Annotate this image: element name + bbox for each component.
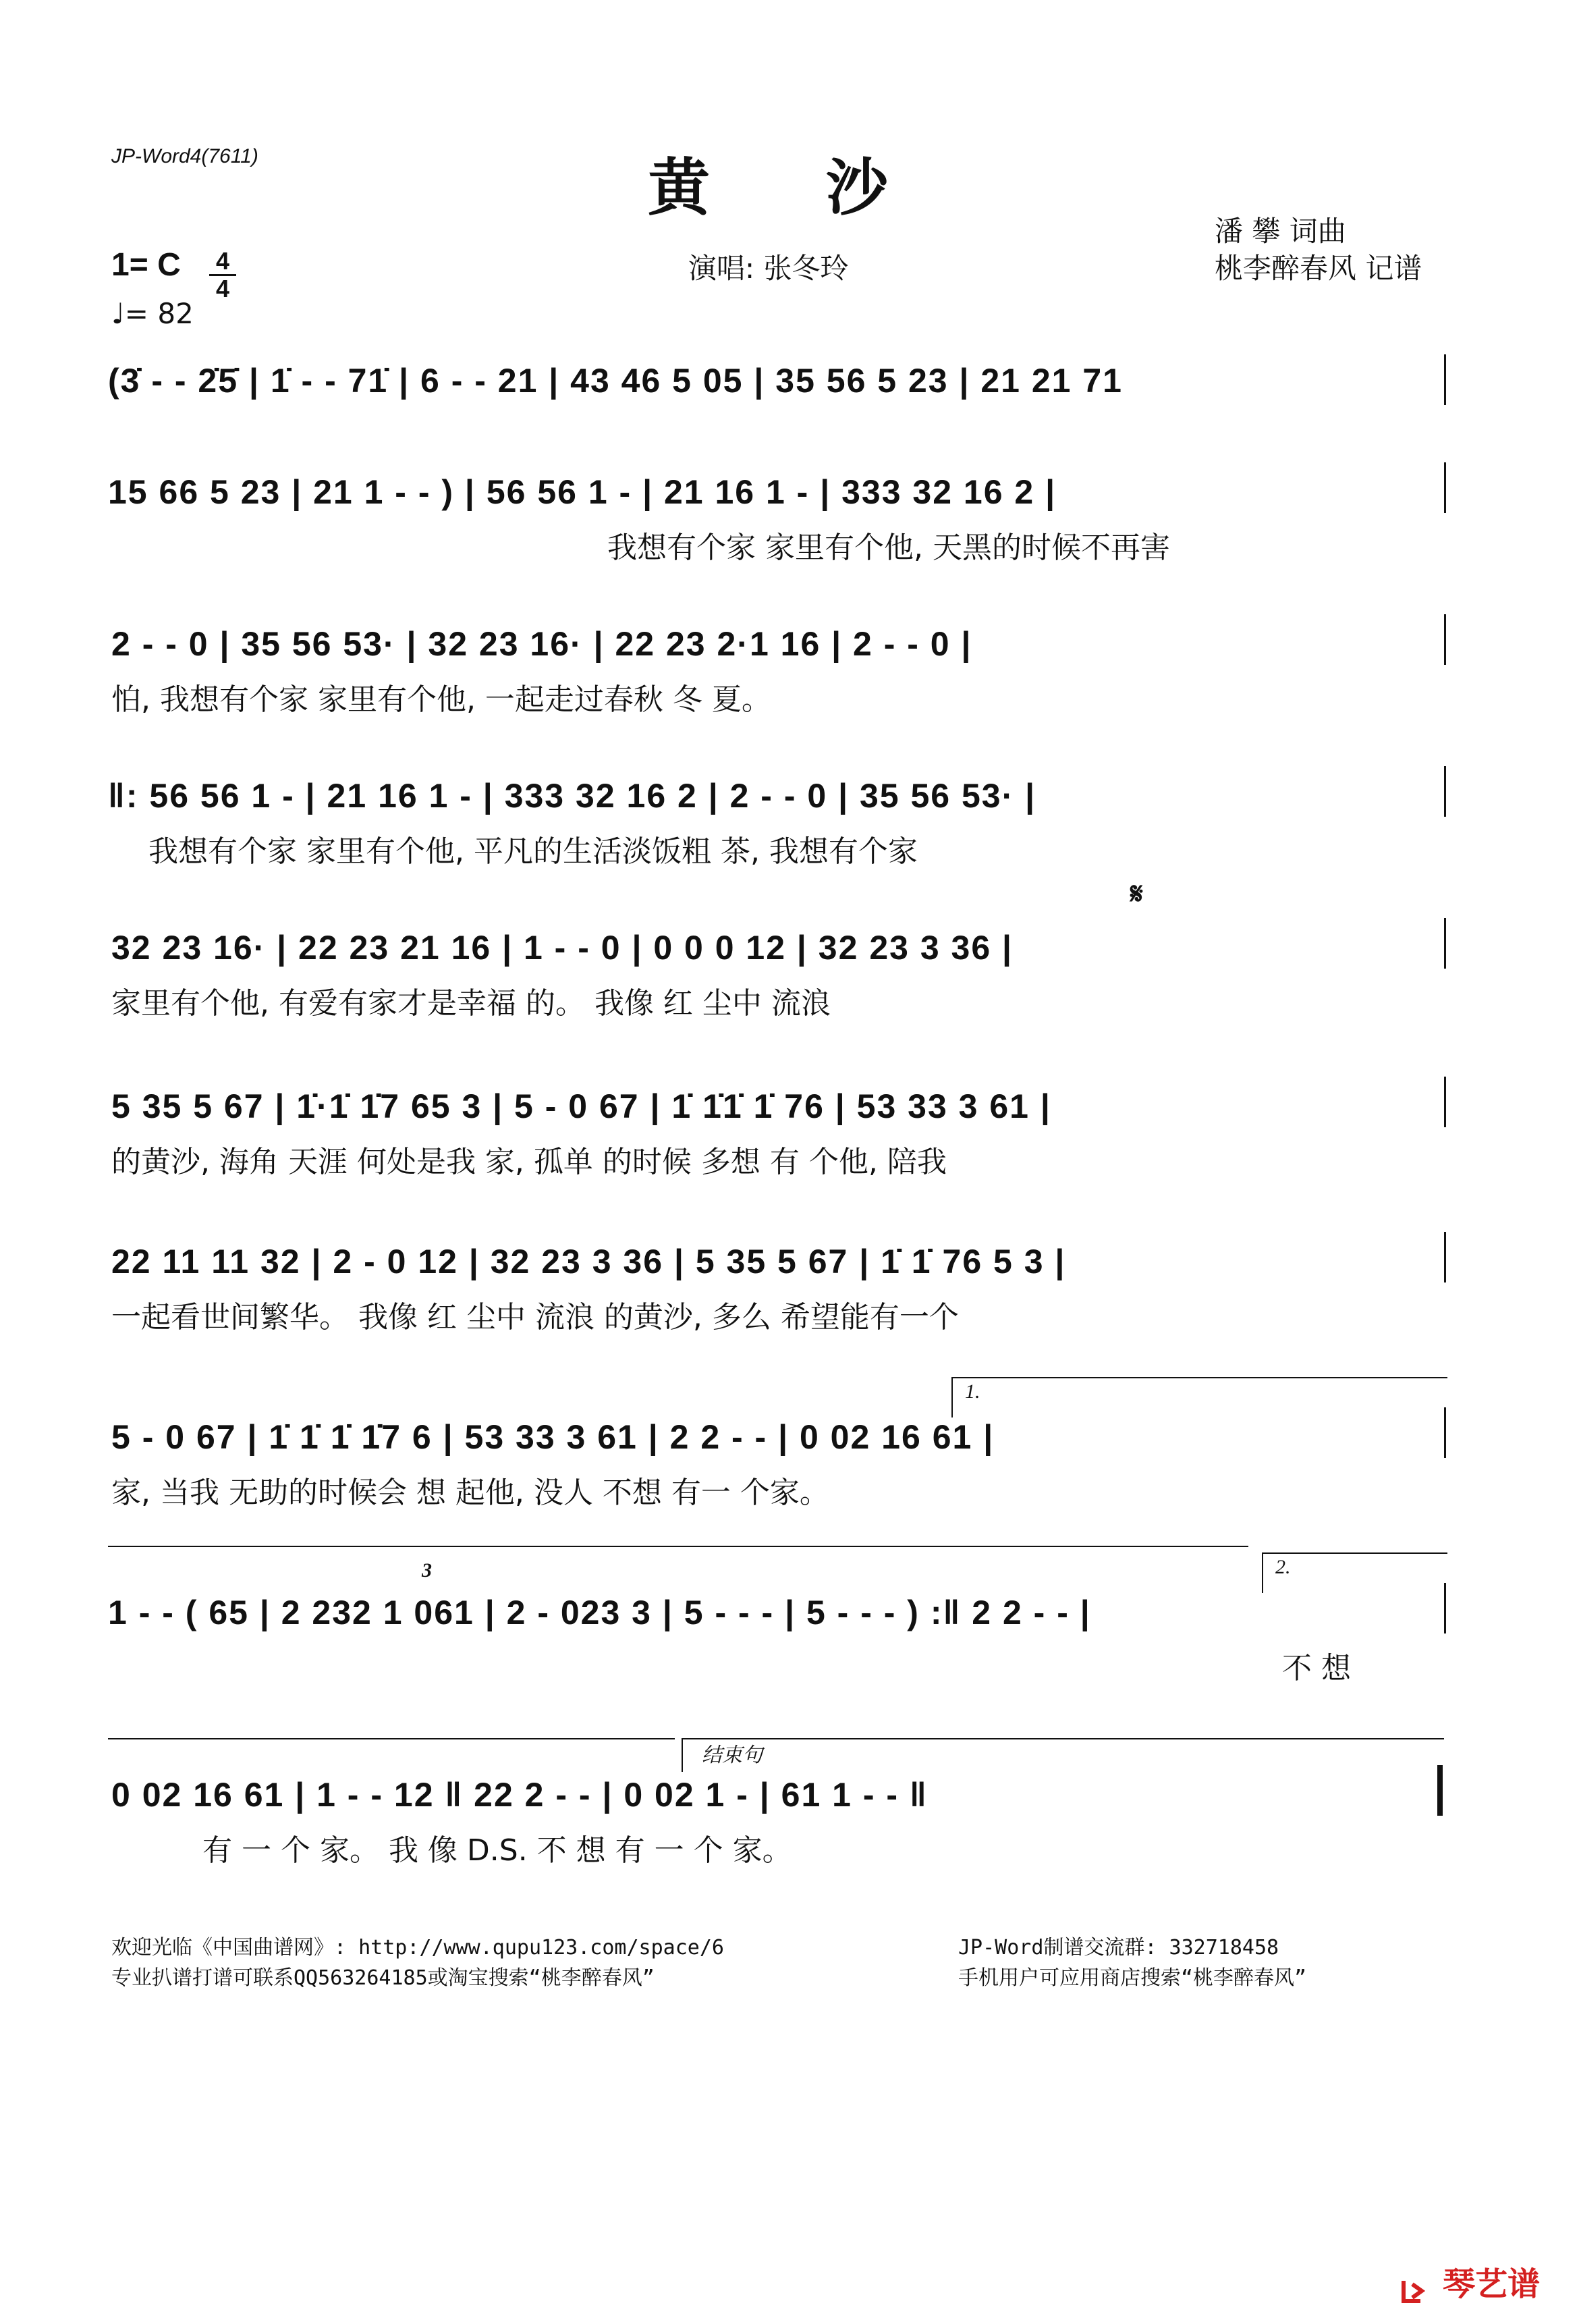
score-line-notes: 0 02 16 61 | 1 - - 12 ‖ 22 2 - - | 0 02 1 - | 61 1 - - ‖ bbox=[111, 1776, 928, 1814]
watermark-text: 琴艺谱 bbox=[1443, 2265, 1541, 2303]
volta-2-bracket-edge bbox=[1262, 1552, 1263, 1593]
footer-contact: 专业扒谱打谱可联系QQ563264185或淘宝搜索“桃李醉春风” bbox=[111, 1966, 655, 1990]
score-line-notes: ‖: 56 56 1 - | 21 16 1 - | 333 32 16 2 | 2 - - 0 | 35 56 53· | bbox=[108, 777, 1036, 815]
ending-label: 结束句 bbox=[702, 1744, 763, 1766]
triplet-mark: 3 bbox=[422, 1559, 432, 1582]
volta-1-bracket bbox=[951, 1377, 1447, 1378]
score-line-notes: 5 35 5 67 | 1̇·1̇ 1̇7 65 3 | 5 - 0 67 | 1̇ 1̇1̇ 1̇ 76 | 53 33 3 61 | bbox=[111, 1087, 1051, 1125]
ending-bracket-edge bbox=[682, 1738, 683, 1772]
score-line-notes: 1 - - ( 65 | 2 232 1 061 | 2 - 023 3 | 5 - - - | 5 - - - ) :‖ 2 2 - - | bbox=[108, 1594, 1091, 1631]
score-line-lyrics: 的黄沙, 海角 天涯 何处是我 家, 孤单 的时候 多想 有 个他, 陪我 bbox=[111, 1145, 947, 1179]
volta-1-bracket-edge bbox=[951, 1377, 953, 1417]
logo-icon bbox=[1400, 2274, 1434, 2311]
footer-group: JP-Word制谱交流群: 332718458 bbox=[958, 1936, 1279, 1960]
time-signature bbox=[209, 247, 236, 302]
segno-sign: 𝄋 bbox=[1130, 877, 1144, 911]
score-line-lyrics: 我想有个家 家里有个他, 平凡的生活淡饭粗 茶, 我想有个家 bbox=[148, 834, 918, 869]
slur-line bbox=[108, 1738, 675, 1739]
time-top: 4 bbox=[215, 247, 230, 275]
time-bottom: 4 bbox=[215, 275, 230, 302]
volta-2-label: 2. bbox=[1275, 1556, 1291, 1578]
bar-line bbox=[1444, 354, 1446, 405]
score-line-lyrics: 家, 当我 无助的时候会 想 起他, 没人 不想 有一 个家。 bbox=[111, 1476, 829, 1510]
score-line-lyrics: 我想有个家 家里有个他, 天黑的时候不再害 bbox=[607, 531, 1170, 565]
footer-website: 欢迎光临《中国曲谱网》: http://www.qupu123.com/space/6 bbox=[111, 1936, 724, 1960]
score-line-notes: 32 23 16· | 22 23 21 16 | 1 - - 0 | 0 0 0 12 | 32 23 3 36 | bbox=[111, 929, 1014, 967]
bar-line bbox=[1444, 462, 1446, 513]
score-line-lyrics: 家里有个他, 有爱有家才是幸福 的。 我像 红 尘中 流浪 bbox=[111, 986, 831, 1021]
composer: 潘 攀 词曲 bbox=[1215, 215, 1346, 248]
transcriber: 桃李醉春风 记谱 bbox=[1215, 252, 1422, 285]
bar-line bbox=[1444, 614, 1446, 665]
score-line-notes: 5 - 0 67 | 1̇ 1̇ 1̇ 1̇7 6 | 53 33 3 61 | 2 2 - - | 0 02 16 61 | bbox=[111, 1418, 995, 1456]
score-line-lyrics: 怕, 我想有个家 家里有个他, 一起走过春秋 冬 夏。 bbox=[111, 682, 771, 717]
bar-line bbox=[1444, 1407, 1446, 1458]
bar-line bbox=[1444, 1077, 1446, 1127]
bar-line bbox=[1444, 1232, 1446, 1282]
score-line-lyrics: 不 想 bbox=[1282, 1651, 1351, 1685]
bar-line bbox=[1444, 1583, 1446, 1633]
singer: 演唱: 张冬玲 bbox=[688, 252, 849, 285]
score-line-lyrics: 一起看世间繁华。 我像 红 尘中 流浪 的黄沙, 多么 希望能有一个 bbox=[111, 1300, 959, 1334]
score-line-lyrics: 有 一 个 家。 我 像 D.S. 不 想 有 一 个 家。 bbox=[202, 1833, 792, 1868]
key-signature: 1= C bbox=[111, 247, 181, 283]
watermark-logo bbox=[1400, 2258, 1540, 2311]
volta-1-label: 1. bbox=[965, 1380, 980, 1403]
score-line-notes: 15 66 5 23 | 21 1 - - ) | 56 56 1 - | 21 16 1 - | 333 32 16 2 | bbox=[108, 473, 1057, 511]
tempo: ♩= 82 bbox=[111, 297, 194, 330]
slur-line bbox=[108, 1546, 1248, 1547]
page-title: 黄 沙 bbox=[648, 151, 936, 224]
bar-line bbox=[1444, 918, 1446, 969]
software-version: JP-Word4(7611) bbox=[111, 145, 258, 167]
footer-app-search: 手机用户可应用商店搜索“桃李醉春风” bbox=[958, 1966, 1307, 1990]
volta-2-bracket bbox=[1262, 1552, 1447, 1554]
score-line-notes: 2 - - 0 | 35 56 53· | 32 23 16· | 22 23 2·1 16 | 2 - - 0 | bbox=[111, 625, 972, 663]
score-line-notes: (3̇ - - 2̇5̇ | 1̇ - - 71̇ | 6 - - 21 | 43 46 5 05 | 35 56 5 23 | 21 21 71 bbox=[108, 362, 1123, 400]
bar-line bbox=[1444, 766, 1446, 817]
score-line-notes: 22 11 11 32 | 2 - 0 12 | 32 23 3 36 | 5 35 5 67 | 1̇ 1̇ 76 5 3 | bbox=[111, 1243, 1066, 1280]
final-bar-line bbox=[1437, 1765, 1443, 1816]
ending-bracket bbox=[682, 1738, 1444, 1739]
